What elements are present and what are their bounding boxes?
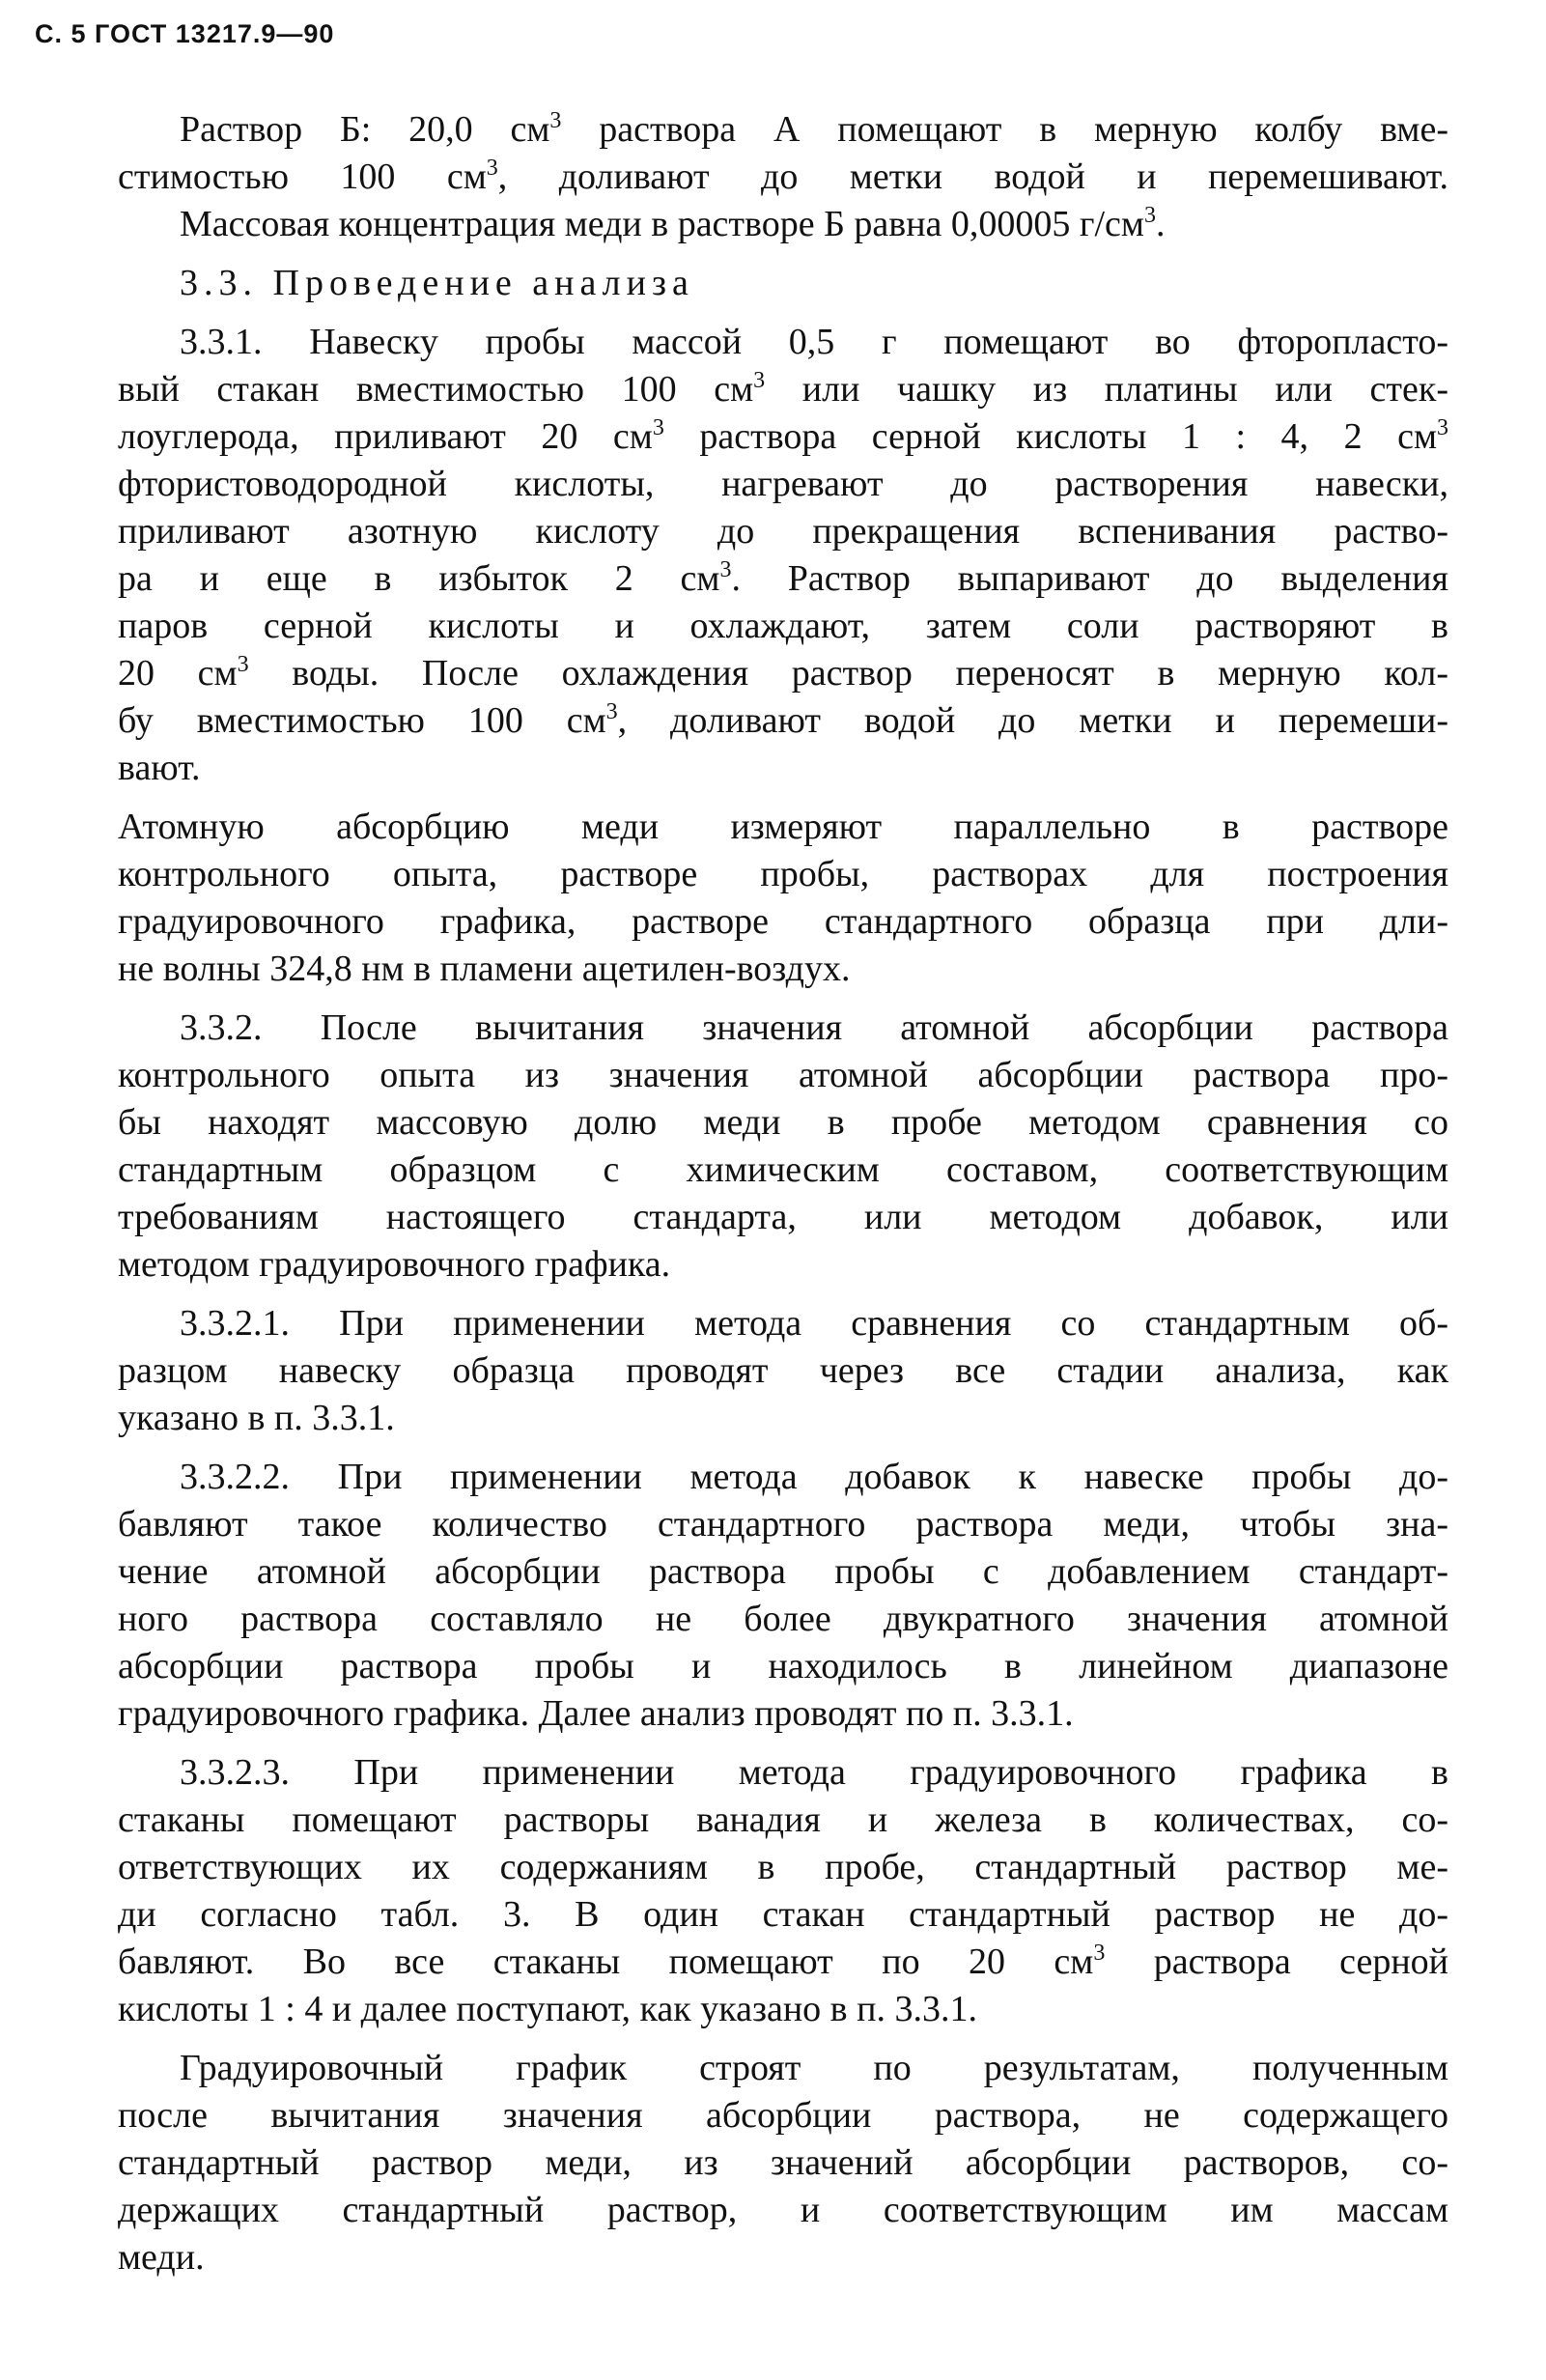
text-line: контрольного опыта, растворе пробы, растворах для построения xyxy=(118,854,1448,894)
text-line: методом градуировочного графика. xyxy=(118,1244,671,1285)
text-line: контрольного опыта из значения атомной абсорбции раствора про- xyxy=(118,1055,1448,1095)
document-body xyxy=(118,106,1448,2281)
paragraph-atomic-absorption xyxy=(118,804,1448,993)
text-line: ди согласно табл. 3. В один стакан стандартный раствор не до- xyxy=(118,1894,1448,1935)
text-line: 3.3.2.1. При применении метода сравнения со стандартным об- xyxy=(180,1303,1448,1344)
text-line: стандартный раствор меди, из значений абсорбции растворов, со- xyxy=(118,2142,1448,2183)
paragraph-calibration-graph xyxy=(118,2045,1448,2281)
text-line: указано в п. 3.3.1. xyxy=(118,1398,395,1438)
text-line: Градуировочный график строят по результатам, полученным xyxy=(180,2048,1448,2088)
text-line: фтористоводородной кислоты, нагревают до растворения навески, xyxy=(118,464,1448,504)
paragraph-solution-b xyxy=(118,106,1448,201)
paragraph-3-3-1 xyxy=(118,319,1448,792)
text-line: бы находят массовую долю меди в пробе методом сравнения со xyxy=(118,1102,1448,1143)
text-line: ответствующих их содержаниям в пробе, стандартный раствор ме- xyxy=(118,1847,1448,1887)
text-line: градуировочного графика. Далее анализ проводят по п. 3.3.1. xyxy=(118,1693,1074,1734)
text-line: паров серной кислоты и охлаждают, затем соли растворяют в xyxy=(118,606,1448,646)
text-line: кислоты 1 : 4 и далее поступают, как указано в п. 3.3.1. xyxy=(118,1989,977,2029)
text-line: стимостью 100 $см^3$, доливают до метки водой и перемешивают. xyxy=(118,156,1449,197)
text-line: ного раствора составляло не более двукратного значения атомной xyxy=(118,1599,1448,1639)
text-line: 20 $см^3$ воды. После охлаждения раствор переносят в мерную кол- xyxy=(118,652,1449,694)
text-line: бавляют. Во все стаканы помещают по 20 $см^3$ раствора серной xyxy=(118,1941,1448,1982)
text-line: бу вместимостью 100 $см^3$, доливают водой до метки и перемеши- xyxy=(118,699,1448,741)
text-line: Массовая концентрация меди в растворе Б равна 0,00005 $г/см^3$. xyxy=(180,203,1166,244)
paragraph-3-3-2-2 xyxy=(118,1454,1448,1738)
text-line: держащих стандартный раствор, и соответствующим им массам xyxy=(118,2190,1448,2230)
text-line: разцом навеску образца проводят через все стадии анализа, как xyxy=(118,1350,1448,1391)
text-line: ра и еще в избыток 2 $см^3$. Раствор выпаривают до выделения xyxy=(118,557,1448,599)
text-line: вают. xyxy=(118,748,201,788)
paragraph-3-3-2-1 xyxy=(118,1300,1448,1442)
text-line: приливают азотную кислоту до прекращения вспенивания раство- xyxy=(118,511,1448,552)
section-heading: 3.3. Проведение анализа xyxy=(180,263,694,303)
text-line: стандартным образцом с химическим составом, соответствующим xyxy=(118,1149,1448,1190)
text-line: Раствор Б: 20,0 $см^3$ раствора А помещают в мерную колбу вме- xyxy=(180,108,1448,150)
text-line: 3.3.2.2. При применении метода добавок к навеске пробы до- xyxy=(180,1457,1448,1497)
text-line: лоуглерода, приливают 20 $см^3$ раствора серной кислоты 1 : 4, 2 $см^3$ xyxy=(118,415,1449,457)
text-line: 3.3.1. Навеску пробы массой 0,5 г помещают во фторопласто- xyxy=(180,322,1448,362)
text-line: градуировочного графика, растворе стандартного образца при дли- xyxy=(118,901,1448,942)
paragraph-3-3-2-3 xyxy=(118,1749,1448,2033)
text-line: не волны 324,8 нм в пламени ацетилен-воздух. xyxy=(118,949,851,989)
text-line: требованиям настоящего стандарта, или методом добавок, или xyxy=(118,1197,1448,1237)
text-line: 3.3.2.3. При применении метода градуировочного графика в xyxy=(180,1752,1448,1793)
running-header: С. 5 ГОСТ 13217.9—90 xyxy=(35,19,335,48)
text-line: бавляют такое количество стандартного раствора меди, чтобы зна- xyxy=(118,1504,1448,1544)
text-line: 3.3.2. После вычитания значения атомной абсорбции раствора xyxy=(180,1007,1448,1048)
text-line: абсорбции раствора пробы и находилось в линейном диапазоне xyxy=(118,1646,1448,1686)
paragraph-3-3-2 xyxy=(118,1005,1448,1289)
text-line: стаканы помещают растворы ванадия и железа в количествах, со- xyxy=(118,1799,1448,1840)
text-line: чение атомной абсорбции раствора пробы с добавлением стандарт- xyxy=(118,1551,1448,1592)
text-line: вый стакан вместимостью 100 $см^3$ или чашку из платины или стек- xyxy=(118,368,1449,410)
text-line: после вычитания значения абсорбции раствора, не содержащего xyxy=(118,2095,1448,2136)
text-line: Атомную абсорбцию меди измеряют параллельно в растворе xyxy=(118,807,1448,847)
text-line: меди. xyxy=(118,2237,205,2278)
paragraph-mass-concentration xyxy=(118,201,1448,248)
